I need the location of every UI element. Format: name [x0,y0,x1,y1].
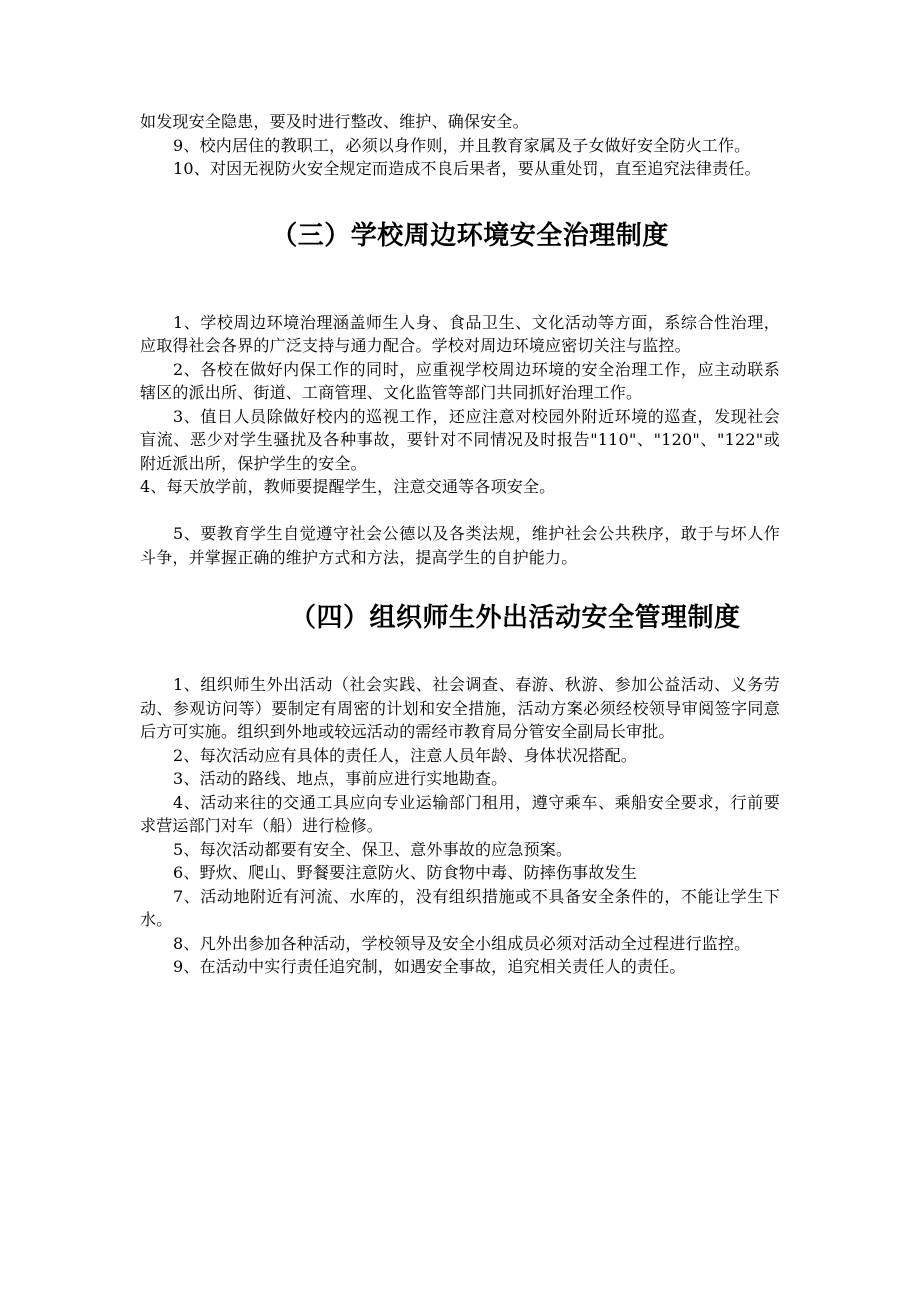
section-three-item-2: 2、各校在做好内保工作的同时，应重视学校周边环境的安全治理工作，应主动联系辖区的派出所、街道、工商管理、文化监管等部门共同抓好治理工作。 [140,359,780,402]
fire-rule-continuation: 如发现安全隐患，要及时进行整改、维护、确保安全。 [140,112,529,131]
section-three-item-3: 3、值日人员除做好校内的巡视工作，还应注意对校园外附近环境的巡查，发现社会盲流、恶少对学生骚扰及各种事故，要针对不同情况及时报告"110"、"120"、"122"或附近派出所，保护学生的安全。 [140,406,780,473]
spacer [140,635,780,673]
document-body [140,110,780,979]
spacer [140,253,780,311]
section-four-item-1: 1、组织师生外出活动（社会实践、社会调查、春游、秋游、参加公益活动、义务劳动、参观访问等）要制定有周密的计划和安全措施，活动方案必须经校领导审阅签字同意后方可实施。组织到外地或较远活动的需经市教育局分管安全副局长审批。 [140,675,780,741]
fire-rule-9: 9、校内居住的教职工，必须以身作则，并且教育家属及子女做好安全防火工作。 [173,135,751,155]
section-four-item-5: 5、每次活动都要有安全、保卫、意外事故的应急预案。 [173,839,573,859]
section-three-title: （三）学校周边环境安全治理制度 [271,220,669,251]
section-three-item-5: 5、要教育学生自觉遵守社会公德以及各类法规，维护社会公共秩序，敢于与坏人作斗争，并掌握正确的维护方式和方法，提高学生的自护能力。 [140,524,780,567]
section-four-title: （四）组织师生外出活动安全管理制度 [290,603,741,633]
section-four-item-8: 8、凡外出参加各种活动，学校领导及安全小组成员必须对活动全过程进行监控。 [173,933,751,953]
section-three-item-1: 1、学校周边环境治理涵盖师生人身、食品卫生、文化活动等方面，系综合性治理，应取得社会各界的广泛支持与通力配合。学校对周边环境应密切关注与监控。 [140,312,780,355]
section-three-item-4: 4、每天放学前，教师要提醒学生，注意交通等各项安全。 [140,477,556,496]
section-four-item-3: 3、活动的路线、地点，事前应进行实地勘查。 [173,769,508,788]
section-four-item-4: 4、活动来往的交通工具应向专业运输部门租用，遵守乘车、乘船安全要求，行前要求营运部门对车（船）进行检修。 [140,792,780,835]
section-four-item-2: 2、每次活动应有具体的责任人，注意人员年龄、身体状况搭配。 [173,745,637,765]
section-four-item-9: 9、在活动中实行责任追究制，如遇安全事故，追究相关责任人的责任。 [173,957,686,976]
section-four-item-7: 7、活动地附近有河流、水库的，没有组织措施或不具备安全条件的，不能让学生下水。 [140,886,780,929]
spacer [140,499,780,523]
fire-rule-10: 10、对因无视防火安全规定而造成不良后果者，要从重处罚，直至追究法律责任。 [173,159,761,178]
section-four-item-6: 6、野炊、爬山、野餐要注意防火、防食物中毒、防摔伤事故发生 [173,863,637,882]
